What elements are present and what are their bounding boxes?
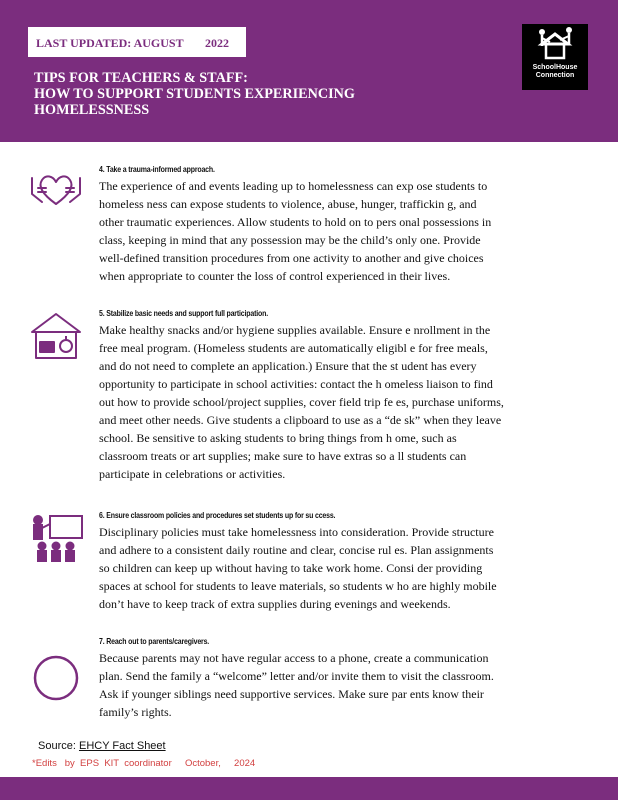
- house-basic-needs-icon: [28, 312, 84, 360]
- paragraph-line: plan. Send the family a “welcome” letter and/or invite them to visit the classroom.: [99, 669, 494, 683]
- page-title: [34, 70, 454, 118]
- footer-bar: [0, 777, 618, 800]
- paragraph-line: and meet other needs. Give students a clipboard to use as a “de sk” when they leave: [99, 413, 502, 427]
- title-line: TIPS FOR TEACHERS & STAFF:: [34, 70, 248, 86]
- source-label: Source:: [38, 740, 76, 752]
- section-6: [99, 510, 599, 613]
- schoolhouse-logo-icon: [522, 24, 588, 90]
- paragraph-line: out how to provide school/project supplies, cover field trip fe es, purchase uniforms,: [99, 395, 504, 409]
- circle-outline-icon: [32, 654, 80, 702]
- section-heading: 7. Reach out to parents/caregivers.: [99, 636, 210, 646]
- last-updated-year: 2022: [205, 36, 229, 50]
- title-line: HOMELESSNESS: [34, 102, 150, 118]
- paragraph-line: participate in celebrations or activities.: [99, 467, 286, 481]
- section-heading: 5. Stabilize basic needs and support full participation.: [99, 308, 268, 318]
- paragraph-line: spaces at school for students to leave materials, so students w ho are highly mobile: [99, 579, 497, 593]
- section-heading: 4. Take a trauma-informed approach.: [99, 164, 215, 174]
- section-paragraph: [99, 321, 599, 483]
- logo-text: SchoolHouse Connection: [532, 64, 578, 79]
- paragraph-line: Make healthy snacks and/or hygiene supplies available. Ensure e nrollment in the: [99, 323, 491, 337]
- section-heading: 6. Ensure classroom policies and procedures set students up for su ccess.: [99, 510, 336, 520]
- paragraph-line: so children can keep up without having to take work home. Consi der providing: [99, 561, 483, 575]
- title-line: HOW TO SUPPORT STUDENTS EXPERIENCING: [34, 86, 355, 102]
- paragraph-line: other traumatic experiences. Allow students to hold on to pers onal possessions in: [99, 215, 492, 229]
- section-5: [99, 308, 599, 483]
- paragraph-line: well-defined transition procedures from one activity to another and give choices: [99, 251, 484, 265]
- paragraph-line: Disciplinary policies must take homelessness into consideration. Provide structure: [99, 525, 494, 539]
- paragraph-line: Because parents may not have regular access to a phone, create a communication: [99, 651, 489, 665]
- header-banner: [0, 0, 618, 142]
- paragraph-line: when appropriate to counter the loss of control experienced in their lives.: [99, 269, 451, 283]
- paragraph-line: family’s rights.: [99, 705, 172, 719]
- heart-hands-icon: [28, 168, 84, 210]
- section-paragraph: [99, 649, 599, 721]
- source-line: [38, 740, 166, 752]
- paragraph-line: classroom treats or art supplies; make sure to have extras so a ll students can: [99, 449, 467, 463]
- logo-figures-icon: [522, 24, 588, 64]
- section-7: [99, 636, 599, 721]
- paragraph-line: Ask if younger siblings need supportive services. Make sure par ents know their: [99, 687, 484, 701]
- paragraph-line: school. Be sensitive to asking students to bring things from h ome, such as: [99, 431, 457, 445]
- classroom-teacher-icon: [28, 514, 84, 564]
- paragraph-line: opportunity to participate in school activities: contact the h omeless liaison to find: [99, 377, 493, 391]
- paragraph-line: and adhere to a consistent daily routine and clear, concise rul es. Plan assignments: [99, 543, 494, 557]
- paragraph-line: class, keeping in mind that any possession may be the child’s only one. Provide: [99, 233, 481, 247]
- last-updated-box: [28, 27, 246, 57]
- section-paragraph: [99, 523, 599, 613]
- section-paragraph: [99, 177, 599, 285]
- last-updated-label: LAST UPDATED: AUGUST: [36, 36, 184, 50]
- paragraph-line: and do not need to complete an application.) Ensure that the st udent has every: [99, 359, 477, 373]
- paragraph-line: The experience of and events leading up to homelessness can exp ose students to: [99, 179, 488, 193]
- edits-note: *Edits by EPS KIT coordinator October, 2024: [32, 758, 256, 769]
- paragraph-line: homeless ness can expose students to violence, abuse, hunger, traffickin g, and: [99, 197, 477, 211]
- paragraph-line: don’t have to keep track of extra supplies during evenings and weekends.: [99, 597, 451, 611]
- section-4: [99, 164, 599, 285]
- source-link[interactable]: EHCY Fact Sheet: [78, 740, 166, 752]
- paragraph-line: free meal program. (Homeless students are automatically eligibl e for free meals,: [99, 341, 488, 355]
